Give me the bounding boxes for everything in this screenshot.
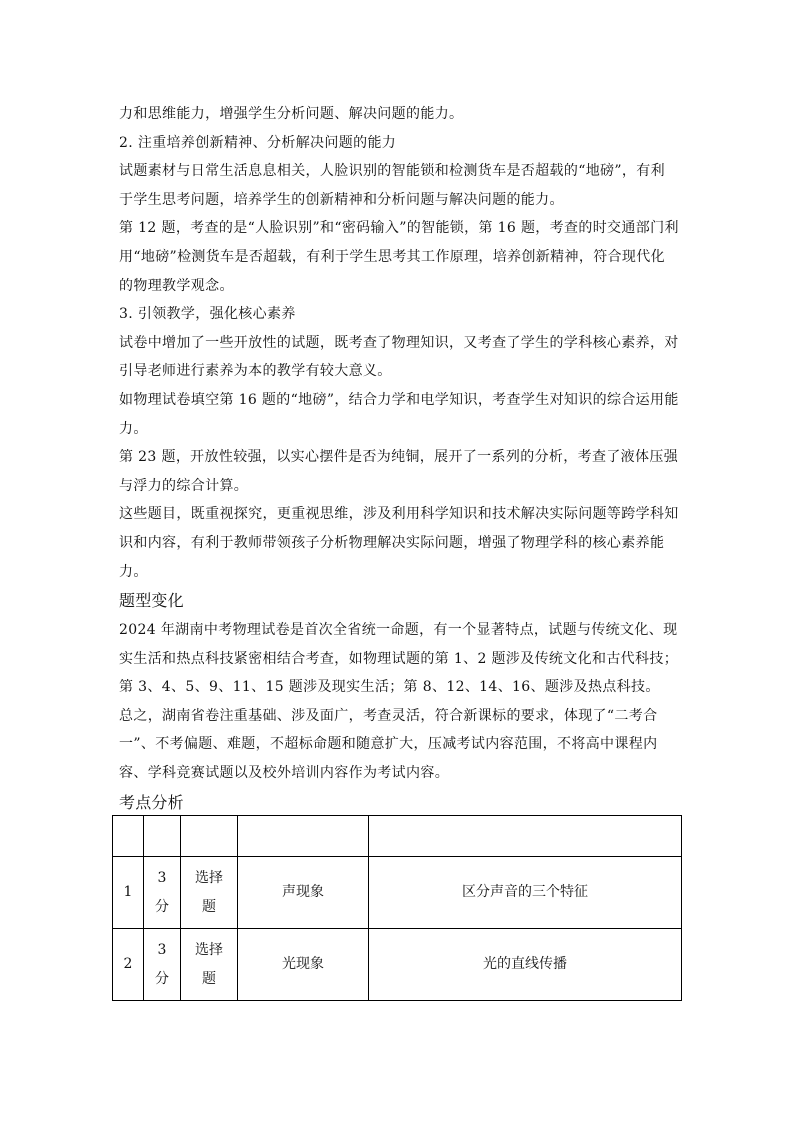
- paragraph: 总之，湖南省卷注重基础、涉及面广，考查灵活，符合新课标的要求，体现了“二考合一”、不考偏题、难题，不超标命题和随意扩大，压减考试内容范围，不将高中课程内容、学科竞赛试题以及校外培训内容作为考试内容。: [119, 707, 658, 782]
- score-cell: [144, 929, 181, 1001]
- analysis-table: [112, 815, 682, 1001]
- paragraph: 试卷中增加了一些开放性的试题，既考查了物理知识，又考查了学生的学科核心素养，对引导老师进行素养为本的教学有较大意义。: [119, 334, 679, 380]
- heading-type-change: 题型变化: [119, 591, 184, 611]
- question-type-part: 选择: [195, 869, 223, 886]
- paragraph: 力和思维能力，增强学生分析问题、解决问题的能力。: [119, 106, 464, 122]
- paragraph: 2024 年湖南中考物理试卷是首次全省统一命题，有一个显著特点，试题与传统文化、现实生活和热点科技紧密相结合考查，如物理试题的第 1、2 题涉及传统文化和古代科技；第 3、4、5、9、11、15 题涉及现实生活；第 8、12、14、16、题涉及热点科技。: [119, 622, 679, 696]
- score-unit: 分: [155, 898, 169, 915]
- table-row: [113, 857, 682, 929]
- score-unit: 分: [155, 970, 169, 987]
- table-header-cell: [238, 816, 369, 857]
- knowledge-point-cell: 光的直线传播: [369, 929, 682, 1001]
- question-type-cell: [181, 857, 238, 929]
- score-cell: [144, 857, 181, 929]
- table-header-row: [113, 816, 682, 857]
- document-body: [119, 100, 679, 818]
- question-type-part: 题: [202, 970, 216, 987]
- table-header-cell: [181, 816, 238, 857]
- topic-cell: 声现象: [238, 857, 369, 929]
- paragraph: 这些题目，既重视探究，更重视思维，涉及利用科学知识和技术解决实际问题等跨学科知识和内容，有利于教师带领孩子分析物理解决实际问题，增强了物理学科的核心素养能力。: [119, 506, 679, 580]
- heading-analysis: 考点分析: [119, 792, 184, 812]
- paragraph: 试题素材与日常生活息息相关，人脸识别的智能锁和检测货车是否超载的“地磅”，有利于学生思考问题，培养学生的创新精神和分析问题与解决问题的能力。: [119, 163, 665, 208]
- question-type-cell: [181, 929, 238, 1001]
- question-type-part: 题: [202, 898, 216, 915]
- section-heading-2: 2. 注重培养创新精神、分析解决问题的能力: [119, 134, 397, 151]
- question-number: 1: [113, 857, 144, 929]
- table-header-cell: [144, 816, 181, 857]
- question-type-part: 选择: [195, 941, 223, 958]
- paragraph: 如物理试卷填空第 16 题的“地磅”，结合力学和电学知识，考查学生对知识的综合运用能力。: [119, 391, 679, 437]
- table-header-cell: [113, 816, 144, 857]
- paragraph: 第 23 题，开放性较强，以实心摆件是否为纯铜，展开了一系列的分析，考查了液体压强与浮力的综合计算。: [119, 449, 679, 494]
- knowledge-point-cell: 区分声音的三个特征: [369, 857, 682, 929]
- table-row: [113, 929, 682, 1001]
- paragraph: 第 12 题，考查的是“人脸识别”和“密码输入”的智能锁，第 16 题，考查的时交通部门利用“地磅”检测货车是否超载，有利于学生思考其工作原理，培养创新精神，符合现代化的物理教学观念。: [119, 220, 679, 294]
- table-header-cell: [369, 816, 682, 857]
- question-number: 2: [113, 929, 144, 1001]
- topic-cell: 光现象: [238, 929, 369, 1001]
- score-value: 3: [157, 869, 167, 886]
- section-heading-3: 3. 引领教学，强化核心素养: [119, 306, 296, 323]
- score-value: 3: [157, 941, 167, 958]
